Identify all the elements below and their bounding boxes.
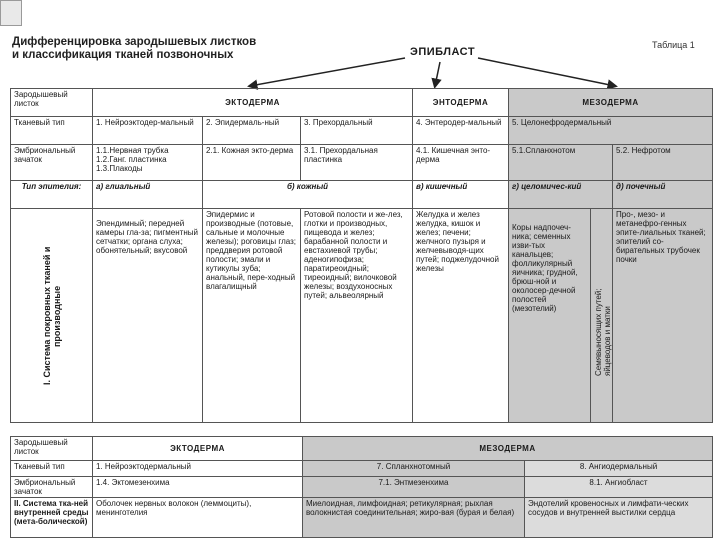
renal-derivatives: Про-, мезо- и метанефро-генных эпите-лиальных тканей; эпителий со-бирательных трубочек почки	[613, 209, 713, 423]
epithelium-skin: б) кожный	[203, 181, 413, 209]
anlage-1: 1.1.Нервная трубка 1.2.Ганг. пластинка 1.3.Плакоды	[93, 145, 203, 181]
bottom-germ-layer-label: Зародышевый листок	[11, 437, 93, 461]
bottom-anlage-8-1: 8.1. Ангиобласт	[525, 477, 713, 498]
system-2-label: II. Система тка-ней внутренней среды (мета-болической)	[11, 498, 93, 538]
prechordal-derivatives: Ротовой полости и же-лез, глотки и производных, пищевода и желез; барабанной полости и евстахиевой трубы; аденогипофиза; паратиреоидный; тиреоидный; вилочковой железы; воздухоносных путей; альвеолярный	[301, 209, 413, 423]
arrow-to-mesoderm	[478, 58, 615, 86]
bottom-derivatives-1: Оболочек нервных волокон (леммоциты), менинготелия	[93, 498, 303, 538]
arrow-to-ectoderm	[250, 58, 405, 86]
tissue-type-3: 3. Прехордальный	[301, 117, 413, 145]
epiblast-arrows	[0, 0, 720, 100]
bottom-tissue-type-1: 1. Нейроэктодермальный	[93, 461, 303, 477]
bottom-anlage-1-4: 1.4. Эктомезенхима	[93, 477, 303, 498]
coelomic-derivatives: Коры надпочеч-ника; семенных изви-тых канальцев; фолликулярный яичника; грудной, брюш-ной и околосер-дечной полостей (мезотелий)	[509, 209, 591, 423]
bottom-tissue-type-7: 7. Спланхнотомный	[303, 461, 525, 477]
title-line-1: Дифференцировка зародышевых листков	[12, 36, 257, 48]
anlage-2: 2.1. Кожная экто-дерма	[203, 145, 301, 181]
bottom-table	[10, 436, 713, 538]
germ-layer-label: Зародышевый листок	[11, 89, 93, 117]
bottom-derivatives-8: Эндотелий кровеносных и лимфати-ческих сосудов и внутренней выстилки сердца	[525, 498, 713, 538]
bottom-tissue-type-8: 8. Ангиодермальный	[525, 461, 713, 477]
arrow-to-entoderm	[435, 62, 440, 86]
ectoderm-header: ЭКТОДЕРМА	[93, 89, 413, 117]
bottom-anlage-label: Эмбриональный зачаток	[11, 477, 93, 498]
anlage-3: 3.1. Прехордальная пластинка	[301, 145, 413, 181]
anlage-5-1: 5.1.Спланхнотом	[509, 145, 613, 181]
title-line-2: и классификация тканей позвоночных	[12, 49, 234, 61]
seminal-cell	[591, 209, 613, 423]
bottom-derivatives-7: Миелоидная, лимфоидная; ретикулярная; рыхлая волокнистая соединительная; жиро-вая (бурая и белая)	[303, 498, 525, 538]
anlage-4: 4.1. Кишечная энто-дерма	[413, 145, 509, 181]
top-table	[10, 88, 713, 423]
bottom-tissue-type-label: Тканевый тип	[11, 461, 93, 477]
tissue-type-1: 1. Нейроэктодер-мальный	[93, 117, 203, 145]
epiblast-label: ЭПИБЛАСТ	[410, 46, 476, 58]
table-number: Таблица 1	[652, 40, 695, 50]
epithelium-glial: а) глиальный	[93, 181, 203, 209]
tissue-type-label: Тканевый тип	[11, 117, 93, 145]
epithelium-intestinal: в) кишечный	[413, 181, 509, 209]
tissue-type-4: 4. Энтеродер-мальный	[413, 117, 509, 145]
intestinal-derivatives: Желудка и желез желудка, кишок и желез; печени; желчного пузыря и желчевыводя-щих путей; поджелудочной железы	[413, 209, 509, 423]
epithelium-renal: д) почечный	[613, 181, 713, 209]
skin-derivatives: Эпидермис и производные (потовые, сальные и молочные железы); роговицы глаз; преддверия ротовой полости; эмали и кутикулы зуба; анальный, пере-ходный влагалищный	[203, 209, 301, 423]
entoderm-header: ЭНТОДЕРМА	[413, 89, 509, 117]
system-1-label: I. Система покровных тканей и производные	[41, 246, 62, 385]
anlage-label: Эмбриональный зачаток	[11, 145, 93, 181]
system-1-cell	[11, 209, 93, 423]
glial-derivatives: Эпендимный; передней камеры гла-за; пигментный сетчатки; органа слуха; обонятельный; вкусовой	[93, 209, 203, 423]
anlage-5-2: 5.2. Нефротом	[613, 145, 713, 181]
epithelium-type-label: Тип эпителия:	[11, 181, 93, 209]
bottom-ectoderm-header: ЭКТОДЕРМА	[93, 437, 303, 461]
mesoderm-header: МЕЗОДЕРМА	[509, 89, 713, 117]
bottom-mesoderm-header: МЕЗОДЕРМА	[303, 437, 713, 461]
seminal-label: Семявыносящих путей; яйцеводов и матки	[594, 287, 613, 376]
tissue-type-5: 5. Целонефродермальный	[509, 117, 713, 145]
bottom-anlage-7-1: 7.1. Энтмезенхима	[303, 477, 525, 498]
epithelium-coelomic: г) целомичес-кий	[509, 181, 613, 209]
tissue-type-2: 2. Эпидермаль-ный	[203, 117, 301, 145]
